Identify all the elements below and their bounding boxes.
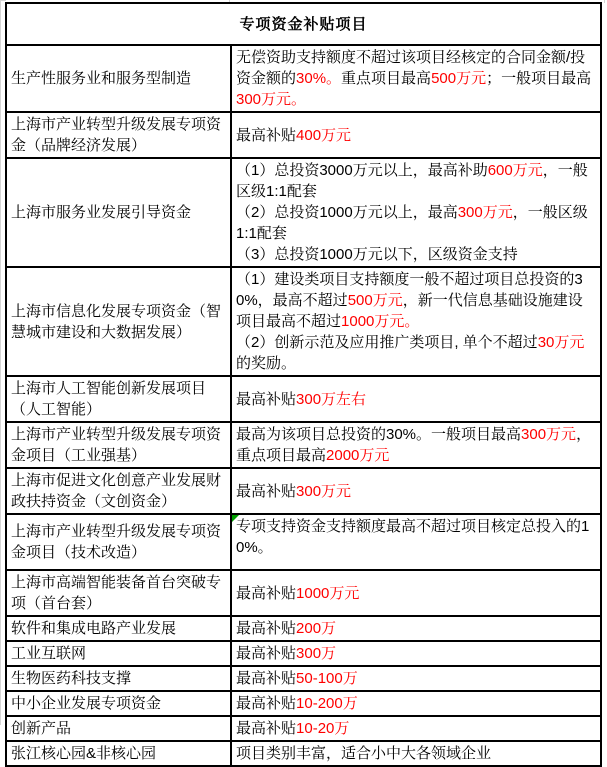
subsidy-amount-highlight: 300万元	[457, 204, 513, 221]
subsidy-text: 重点项目最高	[341, 70, 432, 87]
subsidy-paragraph	[236, 125, 596, 146]
project-name-cell: 生产性服务业和服务型制造	[6, 45, 231, 112]
table-row	[6, 570, 601, 616]
table-row	[6, 422, 601, 468]
subsidy-details-cell	[231, 641, 601, 666]
subsidy-amount-highlight: 30万元	[537, 334, 585, 351]
table-row	[6, 267, 601, 376]
project-name-cell: 创新产品	[6, 716, 231, 741]
subsidy-text: 最高补贴	[236, 390, 297, 408]
table-row	[6, 112, 601, 158]
project-name-cell: 上海市人工智能创新发展项目（人工智能）	[6, 376, 231, 422]
subsidy-details-cell	[231, 741, 601, 766]
subsidy-paragraph	[236, 693, 596, 714]
project-name-cell: 上海市信息化发展专项资金（智慧城市建设和大数据发展）	[6, 267, 231, 376]
subsidy-paragraph	[236, 269, 596, 332]
project-name-cell: 张江核心园&非核心园	[6, 741, 231, 766]
subsidy-paragraph	[236, 643, 596, 664]
subsidy-text: 最高补贴	[236, 126, 297, 144]
subsidy-details-cell	[231, 514, 601, 570]
project-name-cell: 上海市促进文化创意产业发展财政扶持资金（文创资金）	[6, 468, 231, 514]
subsidy-amount-highlight: 300万元	[296, 482, 352, 500]
subsidy-text: 无偿资助支持额度不超过该项目经核定的合同金额/投资金额的	[236, 49, 586, 87]
table-row	[6, 666, 601, 691]
table-row	[6, 514, 601, 570]
subsidy-text: ；一般项目最高	[486, 70, 592, 87]
subsidy-details-cell	[231, 570, 601, 616]
subsidy-paragraph	[236, 583, 596, 604]
gridline	[0, 0, 1, 725]
subsidy-amount-highlight: 400万元	[296, 126, 352, 144]
subsidy-amount-highlight: 200万	[296, 620, 337, 637]
subsidy-amount-highlight: 500万元	[431, 70, 487, 87]
subsidy-amount-highlight: 2000万元	[326, 447, 390, 464]
subsidy-details-cell	[231, 616, 601, 641]
subsidy-text: ，重点项目最高	[236, 426, 592, 464]
table-title: 专项资金补贴项目	[6, 3, 601, 45]
subsidy-paragraph	[236, 202, 596, 244]
project-name-cell: 上海市产业转型升级发展专项资金项目（工业强基）	[6, 422, 231, 468]
subsidy-amount-highlight: 50-100万	[296, 670, 358, 687]
table-row	[6, 716, 601, 741]
project-name-cell: 上海市产业转型升级发展专项资金（品牌经济发展）	[6, 112, 231, 158]
subsidy-text: ，新一代信息基础设施建设项目最高不超过	[236, 292, 583, 330]
subsidy-text: （3）总投资1000万元以下，区级资金支持	[236, 246, 518, 263]
project-name-cell: 工业互联网	[6, 641, 231, 666]
subsidy-text: 最高补贴	[236, 670, 297, 687]
subsidy-text: 最高补贴	[236, 720, 297, 737]
subsidy-details-cell	[231, 45, 601, 112]
table-row	[6, 158, 601, 267]
project-name-cell: 生物医药科技支撑	[6, 666, 231, 691]
table-row	[6, 641, 601, 666]
subsidy-amount-highlight: 300万元	[521, 426, 577, 443]
subsidy-table	[5, 2, 602, 767]
subsidy-text: 项目类别丰富，适合小中大各领域企业	[236, 745, 492, 762]
subsidy-amount-highlight: 500万元	[347, 292, 403, 309]
subsidy-text: 最高为该项目总投资的30%。一般项目最高	[236, 426, 522, 443]
project-name-cell: 软件和集成电路产业发展	[6, 616, 231, 641]
subsidy-amount-highlight: 10-200万	[296, 695, 358, 712]
table-row	[6, 741, 601, 766]
table-row	[6, 45, 601, 112]
subsidy-amount-highlight: 30%。	[296, 70, 342, 87]
subsidy-details-cell	[231, 716, 601, 741]
project-name-cell: 中小企业发展专项资金	[6, 691, 231, 716]
project-name-cell: 上海市服务业发展引导资金	[6, 158, 231, 267]
subsidy-paragraph	[236, 47, 596, 110]
subsidy-text: 最高补贴	[236, 584, 297, 602]
project-name-cell: 上海市高端智能装备首台突破专项（首台套）	[6, 570, 231, 616]
subsidy-details-cell	[231, 666, 601, 691]
subsidy-paragraph	[236, 332, 596, 374]
subsidy-amount-highlight: 600万元	[487, 162, 543, 179]
subsidy-text: ，一般区级1:1配套	[236, 204, 588, 242]
subsidy-text: 最高补贴	[236, 620, 297, 637]
subsidy-details-cell	[231, 691, 601, 716]
subsidy-details-cell	[231, 422, 601, 468]
subsidy-details-cell	[231, 376, 601, 422]
table-row	[6, 468, 601, 514]
subsidy-text: （1）总投资3000万元以上，最高补助	[236, 162, 488, 179]
subsidy-details-cell	[231, 158, 601, 267]
subsidy-text: ，一般区级1:1配套	[236, 162, 588, 200]
subsidy-amount-highlight: 1000万元。	[341, 313, 420, 330]
subsidy-text: （2）创新示范及应用推广类项目, 单个不超过	[236, 334, 538, 351]
subsidy-amount-highlight: 1000万元	[296, 584, 360, 602]
subsidy-text: 最高补贴	[236, 645, 297, 662]
subsidy-amount-highlight: 10-20万	[296, 720, 350, 737]
gridline	[604, 0, 605, 3]
subsidy-text: 最高补贴	[236, 695, 297, 712]
subsidy-details-cell	[231, 112, 601, 158]
subsidy-paragraph	[236, 668, 596, 689]
subsidy-text: 的奖励。	[236, 355, 297, 372]
subsidy-text: 最高补贴	[236, 482, 297, 500]
subsidy-paragraph	[236, 743, 596, 764]
subsidy-text: （1）建设类项目支持额度一般不超过项目总投资的30%，最高不超过	[236, 271, 583, 309]
gridline	[0, 0, 6, 1]
subsidy-paragraph	[236, 244, 596, 265]
subsidy-amount-highlight: 300万	[296, 645, 337, 662]
subsidy-paragraph	[236, 160, 596, 202]
table-row	[6, 616, 601, 641]
subsidy-paragraph	[236, 424, 596, 466]
project-name-cell: 上海市产业转型升级发展专项资金项目（技术改造）	[6, 514, 231, 570]
title-row	[6, 3, 601, 45]
subsidy-details-cell	[231, 267, 601, 376]
subsidy-paragraph	[236, 618, 596, 639]
subsidy-paragraph	[236, 481, 596, 502]
cell-corner-marker-icon	[232, 515, 239, 522]
subsidy-paragraph	[236, 516, 596, 558]
table-row	[6, 691, 601, 716]
subsidy-amount-highlight: 300万元。	[236, 91, 307, 108]
subsidy-details-cell	[231, 468, 601, 514]
subsidy-text: 专项支持资金支持额度最高不超过项目核定总投入的10%。	[236, 518, 590, 556]
subsidy-amount-highlight: 300万左右	[296, 390, 367, 408]
subsidy-paragraph	[236, 718, 596, 739]
subsidy-text: （2）总投资1000万元以上，最高	[236, 204, 458, 221]
table-row	[6, 376, 601, 422]
subsidy-paragraph	[236, 389, 596, 410]
